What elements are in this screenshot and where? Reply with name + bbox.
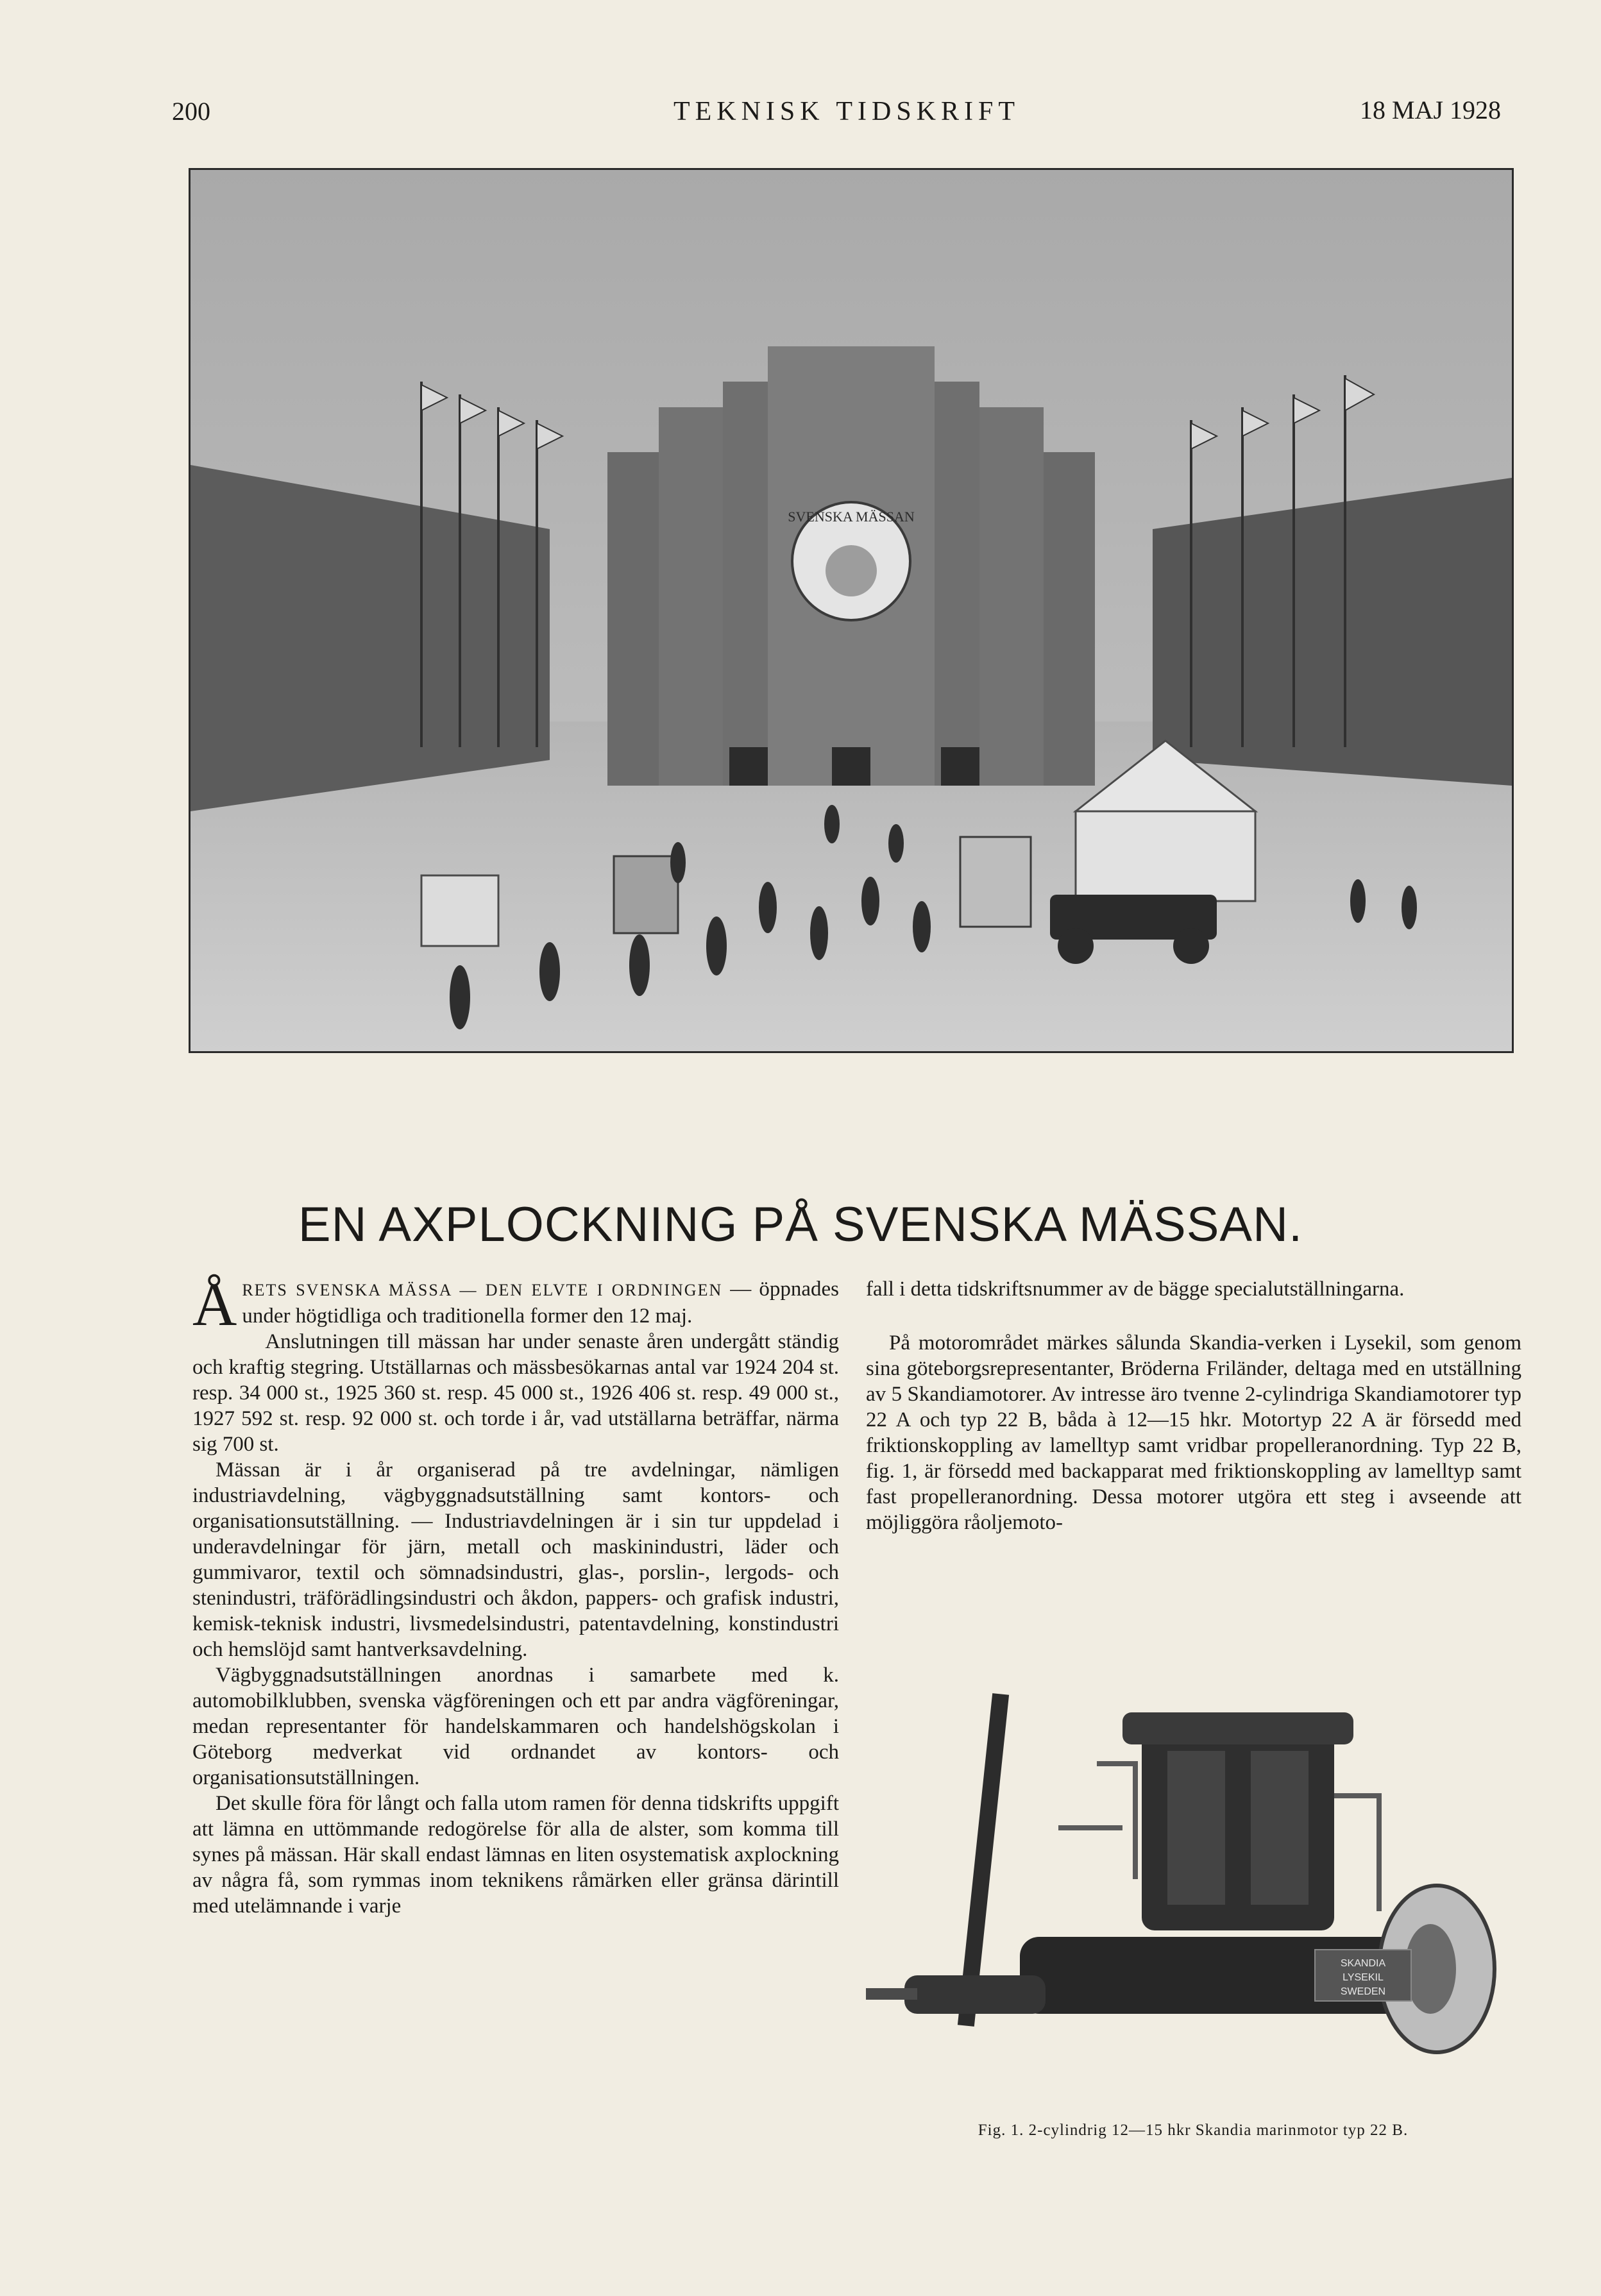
engine-figure — [866, 1667, 1520, 2104]
medallion-text: SVENSKA MÄSSAN — [788, 509, 915, 525]
figure-caption: Fig. 1. 2-cylindrig 12—15 hkr Skandia marinmotor typ 22 B. — [978, 2122, 1409, 2139]
exhibition-hall-illustration — [191, 170, 1512, 1051]
marine-engine-illustration — [866, 1667, 1520, 2104]
paragraph: Det skulle föra för långt och falla utom ramen för denna tidskrifts uppgift att lämna en uttömmande redogörelse för alla de alster, som komma till synes på mässan. Här skall endast lämnas en liten osystematisk axplockning av några få, som rymmas inom teknikens råmärken eller gränsa därintill med utelämnande i varje — [192, 1792, 839, 1918]
exhibition-photo — [189, 168, 1514, 1053]
right-text-column — [866, 1276, 1521, 1535]
lead-rest: — öppnades under högtidliga och traditionella former den 12 maj. — [242, 1278, 840, 1328]
left-text-column — [192, 1270, 840, 1919]
lead-smallcaps: RETS SVENSKA MÄSSA — DEN ELVTE I ORDNINGEN — [242, 1281, 723, 1299]
lead-paragraph — [192, 1270, 840, 1338]
drop-cap: Å — [192, 1270, 237, 1338]
svg-text:SWEDEN: SWEDEN — [1340, 1986, 1386, 1997]
article-headline: EN AXPLOCKNING PÅ SVENSKA MÄSSAN. — [298, 1197, 1303, 1252]
issue-date: 18 MAJ 1928 — [1360, 96, 1502, 124]
paragraph: Anslutningen till mässan har under senaste åren undergått ständig och kraftig stegring. Utställarnas och mässbesökarnas antal var 1924 204 st. resp. 34 000 st., 1925 360 st. resp. 45 000 st., 1926 406 st. resp. 49 000 st., 1927 592 st. resp. 92 000 st. och torde i år, vad utställarna beträffar, närma sig 700 st. — [192, 1330, 839, 1456]
svg-text:LYSEKIL: LYSEKIL — [1343, 1972, 1384, 1983]
page-number: 200 — [172, 97, 210, 126]
svg-text:SKANDIA: SKANDIA — [1340, 1958, 1386, 1969]
paragraph: Vägbyggnadsutställningen anordnas i samarbete med k. automobilklubben, svenska vägföreningen och ett par andra vägföreningar, medan representanter för handelskammaren och handelshögskolan i Göteborg medverkat vid ordnandet av kontors- och organisationsutställningen. — [192, 1664, 839, 1789]
paragraph: På motorområdet märkes sålunda Skandia-verken i Lysekil, som genom sina göteborgsrepresentanter, Bröderna Friländer, deltaga med en utställning av 5 Skandiamotorer. Av intresse äro tvenne 2-cylindriga Skandiamotorer typ 22 A och typ 22 B, båda à 12—15 hkr. Motortyp 22 A är försedd med friktionskoppling av lamelltyp samt vridbar propelleranordning. Typ 22 B, fig. 1, är försedd med backapparat med friktionskoppling av lamelltyp samt fast propelleranordning. Dessa motorer utgöra ett steg i avseende att möjliggöra råoljemoto- — [866, 1331, 1521, 1534]
journal-title: TEKNISK TIDSKRIFT — [673, 97, 1021, 126]
paragraph: Mässan är i år organiserad på tre avdelningar, nämligen industriavdelning, vägbyggnadsutställning samt kontors- och organisationsutställning. — Industriavdelningen är i sin tur uppdelad i underavdelningar för järn, metall och maskinindustri, läder och gummivaror, textil och sömnadsindustri, glas-, porslin-, lergods- och stenindustri, träförädlingsindustri och åkdon, pappers- och grafisk industri, kemisk-teknisk industri, livsmedelsindustri, patentavdelning, konstindustri och hemslöjd samt hantverksavdelning. — [192, 1458, 839, 1661]
paragraph: fall i detta tidskriftsnummer av de bägge specialutställningarna. — [866, 1278, 1405, 1301]
